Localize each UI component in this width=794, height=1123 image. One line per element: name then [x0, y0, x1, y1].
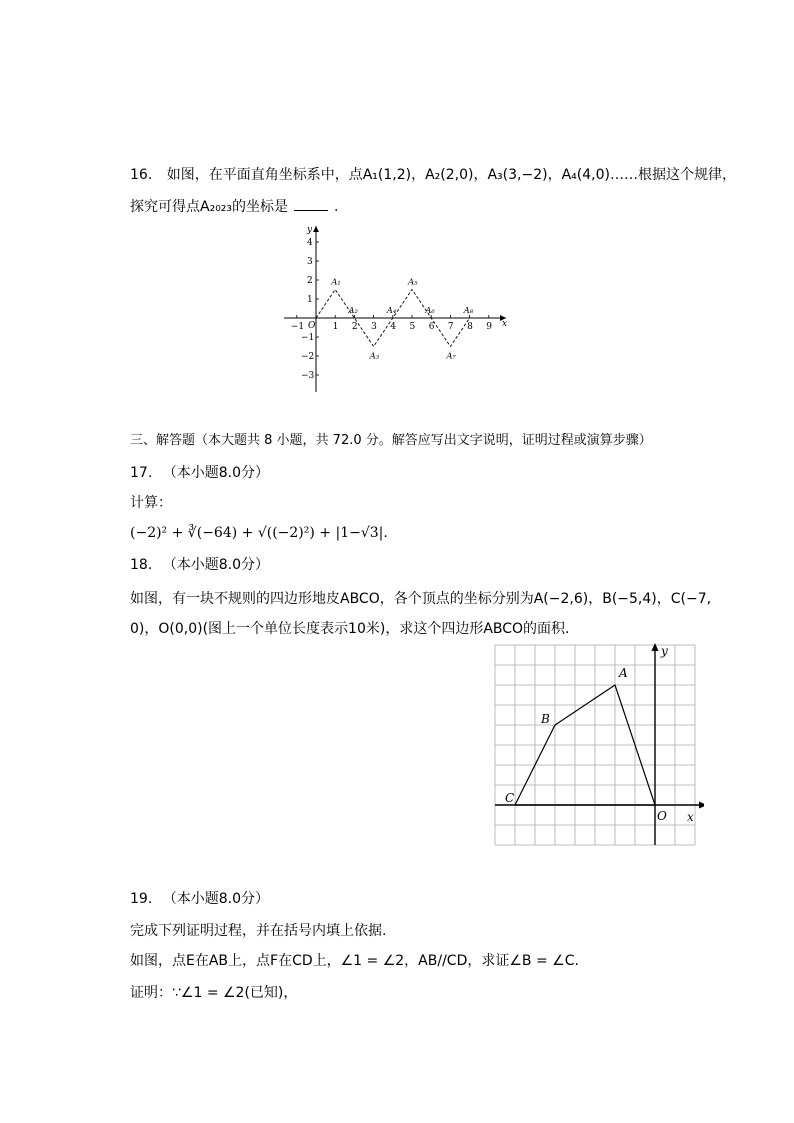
x-tick-label: 7 [447, 322, 454, 332]
y-tick-label: −1 [301, 333, 315, 343]
point-label-a4: A₄ [386, 306, 397, 316]
q19-header [130, 890, 269, 908]
q17-header [130, 464, 269, 482]
y-tick-label: 3 [307, 257, 313, 267]
x-tick-label: 2 [351, 322, 358, 332]
x-axis-label: x [687, 810, 694, 824]
q16-number: 16. [130, 167, 153, 183]
point-label-a3: A₃ [369, 351, 380, 362]
q16-line2 [130, 198, 338, 216]
x-tick-label: −1 [290, 322, 305, 332]
y-tick-label: 2 [307, 276, 313, 286]
y-tick-label: 1 [307, 295, 313, 305]
q17-number: 17. [130, 465, 153, 481]
q19-line1: 完成下列证明过程，并在括号内填上依据. [130, 923, 387, 939]
q17-expression: (−2)² + ∛(−64) + √((−2)²) + |1−√3|. [130, 525, 388, 541]
q17-score: （本小题8.0分） [162, 465, 269, 481]
y-tick-label: −2 [301, 352, 315, 362]
vertex-label-c: C [505, 791, 515, 805]
x-tick-label: 8 [467, 322, 473, 332]
y-axis-label: y [307, 225, 313, 235]
answer-blank[interactable] [294, 198, 328, 211]
x-axis-label: x [502, 319, 508, 329]
q18-text-line2: 0)，O(0,0)(图上一个单位长度表示10米)，求这个四边形ABCO的面积. [130, 621, 570, 637]
y-axis-arrow [652, 643, 659, 651]
q16-line1 [130, 166, 736, 184]
point-label-a8: A₈ [463, 306, 474, 316]
q19-line2: 如图，点E在AB上，点F在CD上，∠1 = ∠2，AB//CD，求证∠B = ∠C. [130, 953, 579, 969]
q18-number: 18. [130, 557, 153, 573]
point-label-a2: A₂ [348, 306, 358, 316]
point-label-a7: A₇ [446, 351, 456, 362]
vertex-label-a: A [619, 666, 628, 680]
section3-heading: 三、解答题（本大题共 8 小题，共 72.0 分。解答应写出文字说明，证明过程或演算步骤） [130, 433, 652, 448]
x-tick-label: 9 [486, 322, 493, 332]
point-label-a5: A₅ [408, 277, 418, 288]
vertex-label-b: B [541, 712, 550, 726]
q16-text-line2a: 探究可得点A₂₀₂₃的坐标是 [130, 199, 289, 215]
q17-instruction: 计算： [130, 495, 172, 511]
q18-text-line1: 如图，有一块不规则的四边形地皮ABCO，各个顶点的坐标分别为A(−2,6)，B(−5,4)，C(−7, [130, 591, 712, 607]
q19-score: （本小题8.0分） [162, 891, 269, 907]
q16-text-line2b: . [334, 199, 339, 215]
y-tick-label: 4 [307, 238, 313, 248]
x-tick-label: 1 [332, 322, 339, 332]
q16-text-line1: 如图，在平面直角坐标系中，点A₁(1,2)，A₂(2,0)，A₃(3,−2)，A₄(4,0)……根据这个规律， [166, 167, 736, 183]
q18-header [130, 556, 269, 574]
q18-score: （本小题8.0分） [162, 557, 269, 573]
point-label-a1: A₁ [331, 277, 341, 288]
x-tick-label: 6 [428, 322, 435, 332]
x-tick-label: 5 [409, 322, 416, 332]
vertex-label-o: O [657, 809, 667, 823]
y-axis-label: y [661, 644, 668, 658]
y-axis-arrow [313, 226, 319, 232]
q19-line3: 证明：∵∠1 = ∠2(已知)， [130, 985, 298, 1001]
x-tick-label: 3 [371, 322, 377, 332]
q18-quadrilateral-figure [490, 640, 704, 850]
y-tick-label: −3 [301, 371, 315, 381]
q16-coordinate-figure [280, 222, 520, 394]
x-tick-label: 4 [390, 322, 397, 332]
origin-label: O [308, 321, 316, 331]
point-label-a6: A₆ [425, 306, 435, 316]
q19-number: 19. [130, 891, 153, 907]
x-axis-arrow [699, 802, 704, 809]
